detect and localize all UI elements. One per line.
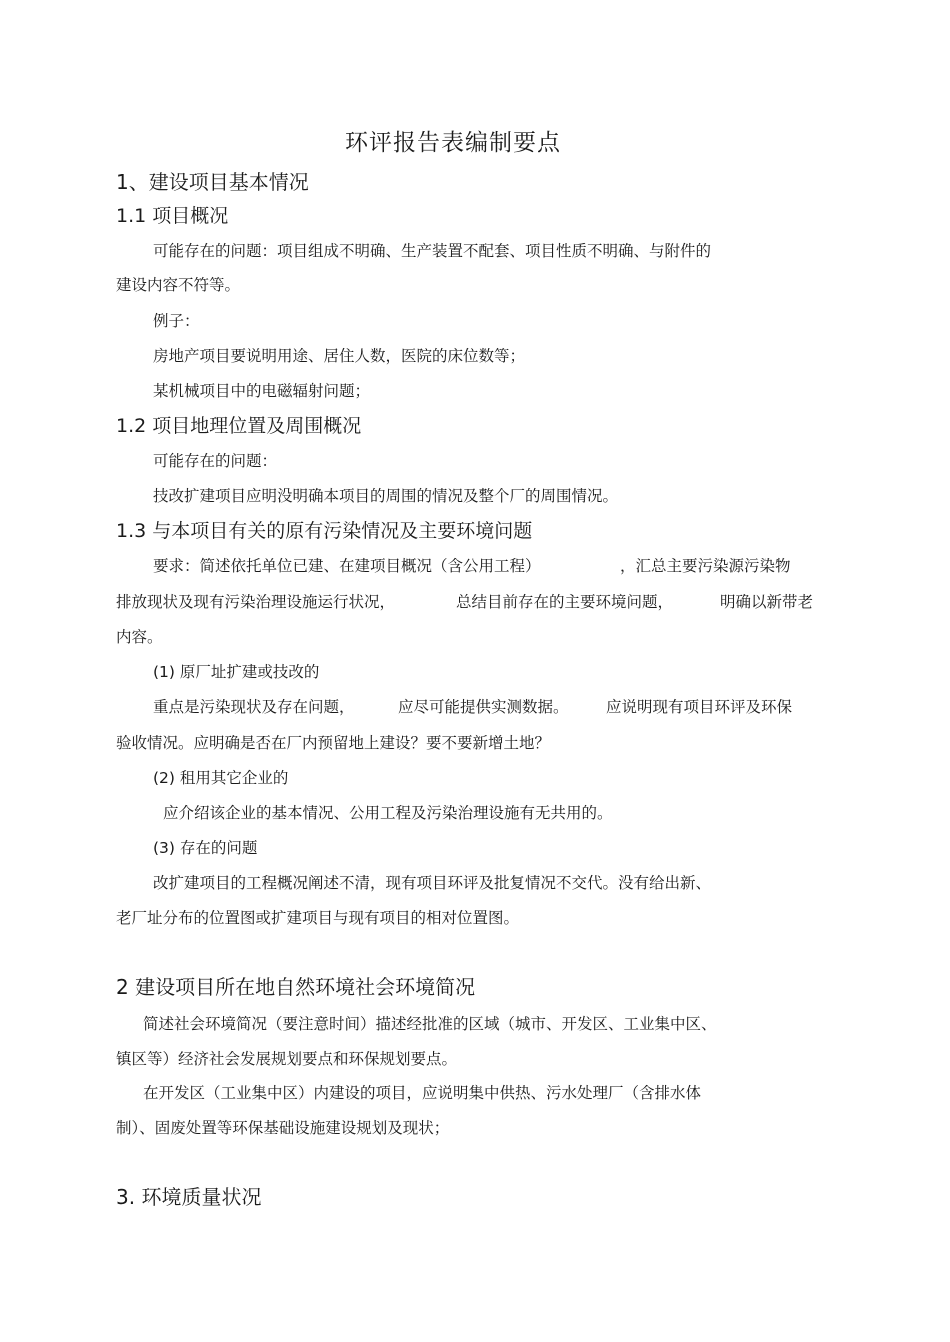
paragraph-line: 改扩建项目的工程概况阐述不清，现有项目环评及批复情况不交代。没有给出新、 [153,874,712,892]
example-item: 房地产项目要说明用途、居住人数，医院的床位数等； [153,347,526,365]
paragraph-line: 制）、固废处置等环保基础设施建设规划及现状； [116,1119,450,1137]
paragraph-line: 排放现状及现有污染治理设施运行状况， [116,593,396,611]
list-item-label: (2) 租用其它企业的 [153,769,289,787]
paragraph-line: 内容。 [116,628,163,646]
example-label: 例子： [153,312,200,330]
paragraph-line: ，汇总主要污染源污染物 [620,557,791,575]
paragraph-line: 验收情况。应明确是否在厂内预留地上建设？要不要新增土地？ [116,734,551,752]
paragraph-line: 可能存在的问题： [153,452,278,470]
paragraph-line: 要求：简述依托单位已建、在建项目概况（含公用工程） [153,557,541,575]
paragraph-line: 镇区等）经济社会发展规划要点和环保规划要点。 [116,1050,458,1068]
paragraph-line: 总结目前存在的主要环境问题， [456,593,674,611]
list-item-label: (3) 存在的问题 [153,839,258,857]
paragraph-line: 老厂址分布的位置图或扩建项目与现有项目的相对位置图。 [116,909,520,927]
paragraph-line: 可能存在的问题：项目组成不明确、生产装置不配套、项目性质不明确、与附件的 [153,242,712,260]
paragraph-line: 建设内容不符等。 [116,276,241,294]
example-item: 某机械项目中的电磁辐射问题； [153,382,371,400]
paragraph-line: 重点是污染现状及存在问题， [153,698,355,716]
paragraph-line: 在开发区（工业集中区）内建设的项目，应说明集中供热、污水处理厂（含排水体 [143,1084,702,1102]
paragraph-line: 明确以新带老 [720,593,814,611]
section-1-2-heading: 1.2 项目地理位置及周围概况 [116,415,362,437]
paragraph-line: 应介绍该企业的基本情况、公用工程及污染治理设施有无共用的。 [163,804,613,822]
section-1-1-heading: 1.1 项目概况 [116,205,229,227]
section-1-heading: 1、建设项目基本情况 [116,170,309,194]
section-2-heading: 2 建设项目所在地自然环境社会环境简况 [116,975,476,999]
paragraph-line: 简述社会环境简况（要注意时间）描述经批准的区域（城市、开发区、工业集中区、 [143,1015,717,1033]
paragraph-line: 技改扩建项目应明没明确本项目的周围的情况及整个厂的周围情况。 [153,487,619,505]
paragraph-line: 应说明现有项目环评及环保 [606,698,793,716]
section-3-heading: 3. 环境质量状况 [116,1185,262,1209]
paragraph-line: 应尽可能提供实测数据。 [398,698,569,716]
list-item-label: (1) 原厂址扩建或技改的 [153,663,320,681]
section-1-3-heading: 1.3 与本项目有关的原有污染情况及主要环境问题 [116,520,533,542]
document-title: 环评报告表编制要点 [345,130,561,156]
